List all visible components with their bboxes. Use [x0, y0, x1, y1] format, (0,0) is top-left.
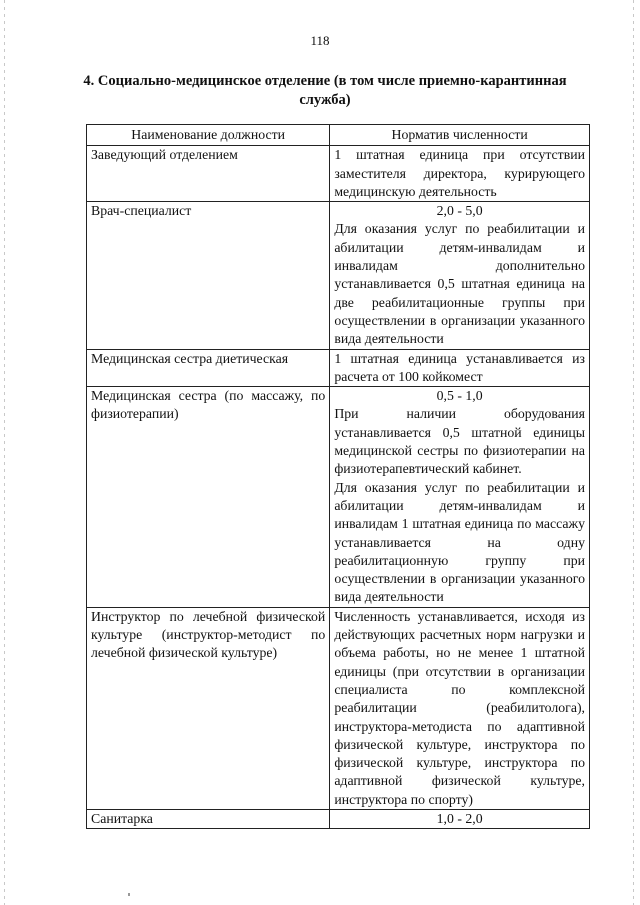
- page-number: 118: [310, 33, 330, 48]
- norm-text: Численность устанавливается, исходя из действующих расчетных норм нагрузки и объема работы, но не менее 1 штатной единицы (при отсутствии в организации специалиста по комплексной реабилитации (реабилитолога), инструктора-методиста по адаптивной физической культуре, инструктора по физической культуре, инструктора по адаптивной физической культуре, инструктора по спорту): [334, 608, 585, 807]
- norm-text: Для оказания услуг по реабилитации и абилитации детям-инвалидам и инвалидам 1 штатная единица по массажу устанавливается на одну реабилитационную группу при осуществлении в организации указанного вида деятельности: [334, 479, 585, 605]
- table-header-row: [87, 125, 590, 146]
- norm-range: 2,0 - 5,0: [436, 203, 483, 219]
- table-row: [87, 607, 590, 809]
- position-cell: Заведующий отделением: [87, 146, 330, 202]
- table-row: [87, 349, 590, 387]
- scan-edge-right: [633, 0, 634, 905]
- norm-range: 1,0 - 2,0: [436, 810, 483, 826]
- norm-text: 1 штатная единица устанавливается из расчета от 100 койкомест: [334, 350, 585, 384]
- norm-range: 0,5 - 1,0: [436, 388, 483, 404]
- scan-artifact: [128, 893, 130, 896]
- position-cell: Инструктор по лечебной физической культуре (инструктор-методист по лечебной физической культуре): [87, 607, 330, 809]
- table-row: [87, 809, 590, 828]
- page-title: 4. Социально-медицинское отделение (в том числе приемно-карантинная служба): [83, 73, 567, 108]
- header-norm: Норматив численности: [330, 125, 590, 146]
- position-cell: Медицинская сестра (по массажу, по физиотерапии): [87, 387, 330, 608]
- norm-cell: [330, 146, 590, 202]
- norm-text: 1 штатная единица при отсутствии заместителя директора, курирующего медицинскую деятельность: [334, 147, 585, 199]
- position-cell: Санитарка: [87, 809, 330, 828]
- table-row: [87, 202, 590, 349]
- table-body: [87, 146, 590, 829]
- norm-cell: [330, 809, 590, 828]
- norm-cell: [330, 202, 590, 349]
- norm-cell: [330, 607, 590, 809]
- norm-text: Для оказания услуг по реабилитации и абилитации детям-инвалидам и инвалидам дополнительно устанавливается 0,5 штатная единица на две реабилитационные группы при осуществлении в организации указанного вида деятельности: [334, 221, 585, 347]
- norm-text: При наличии оборудования устанавливается 0,5 штатной единицы медицинской сестры по физиотерапии на физиотерапевтический кабинет.: [334, 406, 585, 477]
- norm-cell: [330, 387, 590, 608]
- norm-cell: [330, 349, 590, 387]
- scan-edge-left: [4, 0, 5, 905]
- table-row: [87, 146, 590, 202]
- position-cell: Медицинская сестра диетическая: [87, 349, 330, 387]
- table-row: [87, 387, 590, 608]
- staffing-norms-table: [86, 124, 590, 829]
- position-cell: Врач-специалист: [87, 202, 330, 349]
- header-position: Наименование должности: [87, 125, 330, 146]
